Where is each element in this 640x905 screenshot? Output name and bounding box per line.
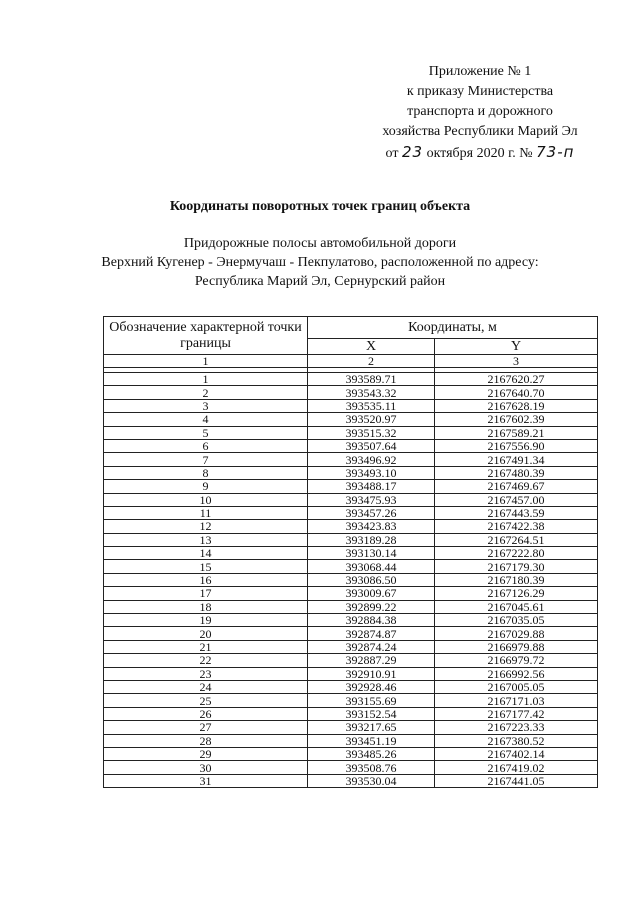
y-coordinate-cell: 2167422.38 <box>435 520 598 533</box>
y-coordinate-cell: 2167443.59 <box>435 506 598 519</box>
table-row <box>104 774 598 787</box>
document-title: Координаты поворотных точек границ объекта <box>169 199 471 214</box>
x-coordinate-cell: 392887.29 <box>308 654 435 667</box>
table-row <box>104 560 598 573</box>
table-row <box>104 413 598 426</box>
object-description <box>0 234 640 291</box>
y-coordinate-cell: 2167180.39 <box>435 573 598 586</box>
x-coordinate-cell: 393451.19 <box>308 734 435 747</box>
date-day-handwritten: 23 <box>401 143 424 161</box>
table-row <box>104 466 598 479</box>
y-coordinate-cell: 2167045.61 <box>435 600 598 613</box>
point-number-cell: 2 <box>104 386 308 399</box>
column-number-3: 3 <box>435 355 598 368</box>
point-number-cell: 28 <box>104 734 308 747</box>
point-number-cell: 3 <box>104 399 308 412</box>
point-number-cell: 30 <box>104 761 308 774</box>
subtitle-line-1: Придорожные полосы автомобильной дороги <box>183 236 457 251</box>
x-coordinate-cell: 393535.11 <box>308 399 435 412</box>
y-coordinate-cell: 2167620.27 <box>435 373 598 386</box>
table-row <box>104 761 598 774</box>
point-number-cell: 9 <box>104 480 308 493</box>
point-number-cell: 15 <box>104 560 308 573</box>
y-coordinate-cell: 2167640.70 <box>435 386 598 399</box>
point-number-cell: 26 <box>104 707 308 720</box>
y-coordinate-cell: 2167457.00 <box>435 493 598 506</box>
x-coordinate-cell: 392910.91 <box>308 667 435 680</box>
x-coordinate-cell: 393485.26 <box>308 747 435 760</box>
point-number-cell: 7 <box>104 453 308 466</box>
point-number-cell: 5 <box>104 426 308 439</box>
y-coordinate-cell: 2167480.39 <box>435 466 598 479</box>
table-row <box>104 386 598 399</box>
table-row <box>104 707 598 720</box>
date-rest: октября 2020 г. № <box>426 146 533 161</box>
x-coordinate-cell: 393189.28 <box>308 533 435 546</box>
table-row <box>104 680 598 693</box>
column-number-2: 2 <box>308 355 435 368</box>
table-row <box>104 399 598 412</box>
x-coordinate-cell: 393155.69 <box>308 694 435 707</box>
point-number-cell: 8 <box>104 466 308 479</box>
header-coordinates: Координаты, м <box>308 317 598 339</box>
x-coordinate-cell: 393152.54 <box>308 707 435 720</box>
point-number-cell: 31 <box>104 774 308 787</box>
y-coordinate-cell: 2167419.02 <box>435 761 598 774</box>
x-coordinate-cell: 393475.93 <box>308 493 435 506</box>
y-coordinate-cell: 2167222.80 <box>435 547 598 560</box>
point-number-cell: 23 <box>104 667 308 680</box>
y-coordinate-cell: 2167380.52 <box>435 734 598 747</box>
coordinates-table <box>103 316 598 788</box>
x-coordinate-cell: 393507.64 <box>308 439 435 452</box>
x-coordinate-cell: 392928.46 <box>308 680 435 693</box>
appendix-block <box>370 62 590 164</box>
y-coordinate-cell: 2167177.42 <box>435 707 598 720</box>
point-number-cell: 27 <box>104 721 308 734</box>
point-number-cell: 17 <box>104 587 308 600</box>
table-row <box>104 667 598 680</box>
x-coordinate-cell: 393009.67 <box>308 587 435 600</box>
x-coordinate-cell: 393530.04 <box>308 774 435 787</box>
point-number-cell: 6 <box>104 439 308 452</box>
point-number-cell: 24 <box>104 680 308 693</box>
table-row <box>104 734 598 747</box>
x-coordinate-cell: 392884.38 <box>308 614 435 627</box>
y-coordinate-cell: 2167179.30 <box>435 560 598 573</box>
point-number-cell: 4 <box>104 413 308 426</box>
x-coordinate-cell: 393217.65 <box>308 721 435 734</box>
y-coordinate-cell: 2167126.29 <box>435 587 598 600</box>
x-coordinate-cell: 393457.26 <box>308 506 435 519</box>
y-coordinate-cell: 2167005.05 <box>435 680 598 693</box>
table-row <box>104 373 598 386</box>
y-coordinate-cell: 2167469.67 <box>435 480 598 493</box>
x-coordinate-cell: 393130.14 <box>308 547 435 560</box>
x-coordinate-cell: 392874.24 <box>308 640 435 653</box>
header-y: Y <box>435 339 598 355</box>
appendix-order-ref: к приказу Министерства <box>406 84 554 99</box>
point-number-cell: 11 <box>104 506 308 519</box>
table-row <box>104 533 598 546</box>
point-number-cell: 20 <box>104 627 308 640</box>
x-coordinate-cell: 393520.97 <box>308 413 435 426</box>
x-coordinate-cell: 393068.44 <box>308 560 435 573</box>
table-row <box>104 614 598 627</box>
table-row <box>104 573 598 586</box>
x-coordinate-cell: 393493.10 <box>308 466 435 479</box>
x-coordinate-cell: 393423.83 <box>308 520 435 533</box>
order-number-handwritten: 73-п <box>536 143 575 161</box>
x-coordinate-cell: 393508.76 <box>308 761 435 774</box>
header-point-designation: Обозначение характерной точки границы <box>104 317 308 355</box>
table-row <box>104 654 598 667</box>
column-number-1: 1 <box>104 355 308 368</box>
x-coordinate-cell: 393086.50 <box>308 573 435 586</box>
point-number-cell: 10 <box>104 493 308 506</box>
table-row <box>104 453 598 466</box>
y-coordinate-cell: 2166979.88 <box>435 640 598 653</box>
point-number-cell: 25 <box>104 694 308 707</box>
y-coordinate-cell: 2167556.90 <box>435 439 598 452</box>
x-coordinate-cell: 393496.92 <box>308 453 435 466</box>
table-row <box>104 694 598 707</box>
appendix-title: Приложение № 1 <box>428 64 532 79</box>
point-number-cell: 18 <box>104 600 308 613</box>
y-coordinate-cell: 2167402.14 <box>435 747 598 760</box>
table-row <box>104 627 598 640</box>
x-coordinate-cell: 393589.71 <box>308 373 435 386</box>
point-number-cell: 22 <box>104 654 308 667</box>
point-number-cell: 13 <box>104 533 308 546</box>
subtitle-line-2: Верхний Кугенер - Энермучаш - Пекпулатово, расположенной по адресу: <box>101 255 539 270</box>
x-coordinate-cell: 392899.22 <box>308 600 435 613</box>
point-number-cell: 12 <box>104 520 308 533</box>
y-coordinate-cell: 2167171.03 <box>435 694 598 707</box>
subtitle-line-3: Республика Марий Эл, Сернурский район <box>194 274 446 289</box>
table-row <box>104 520 598 533</box>
y-coordinate-cell: 2167491.34 <box>435 453 598 466</box>
y-coordinate-cell: 2166992.56 <box>435 667 598 680</box>
x-coordinate-cell: 393515.32 <box>308 426 435 439</box>
table-row <box>104 747 598 760</box>
point-number-cell: 21 <box>104 640 308 653</box>
table-row <box>104 640 598 653</box>
table-row <box>104 439 598 452</box>
y-coordinate-cell: 2167589.21 <box>435 426 598 439</box>
appendix-ministry-line1: транспорта и дорожного <box>407 104 553 119</box>
y-coordinate-cell: 2167029.88 <box>435 627 598 640</box>
table-row <box>104 493 598 506</box>
x-coordinate-cell: 392874.87 <box>308 627 435 640</box>
table-row <box>104 480 598 493</box>
point-number-cell: 16 <box>104 573 308 586</box>
header-x: X <box>308 339 435 355</box>
table-row <box>104 600 598 613</box>
table-row <box>104 547 598 560</box>
y-coordinate-cell: 2167602.39 <box>435 413 598 426</box>
y-coordinate-cell: 2166979.72 <box>435 654 598 667</box>
x-coordinate-cell: 393488.17 <box>308 480 435 493</box>
table-row <box>104 506 598 519</box>
x-coordinate-cell: 393543.32 <box>308 386 435 399</box>
point-number-cell: 19 <box>104 614 308 627</box>
point-number-cell: 14 <box>104 547 308 560</box>
coordinates-table-body <box>104 373 598 788</box>
y-coordinate-cell: 2167628.19 <box>435 399 598 412</box>
date-prefix: от <box>385 146 399 161</box>
y-coordinate-cell: 2167035.05 <box>435 614 598 627</box>
table-row <box>104 426 598 439</box>
appendix-date-line <box>370 142 590 164</box>
table-row <box>104 721 598 734</box>
y-coordinate-cell: 2167223.33 <box>435 721 598 734</box>
table-row <box>104 587 598 600</box>
point-number-cell: 29 <box>104 747 308 760</box>
appendix-ministry-line2: хозяйства Республики Марий Эл <box>382 124 578 139</box>
y-coordinate-cell: 2167441.05 <box>435 774 598 787</box>
y-coordinate-cell: 2167264.51 <box>435 533 598 546</box>
point-number-cell: 1 <box>104 373 308 386</box>
